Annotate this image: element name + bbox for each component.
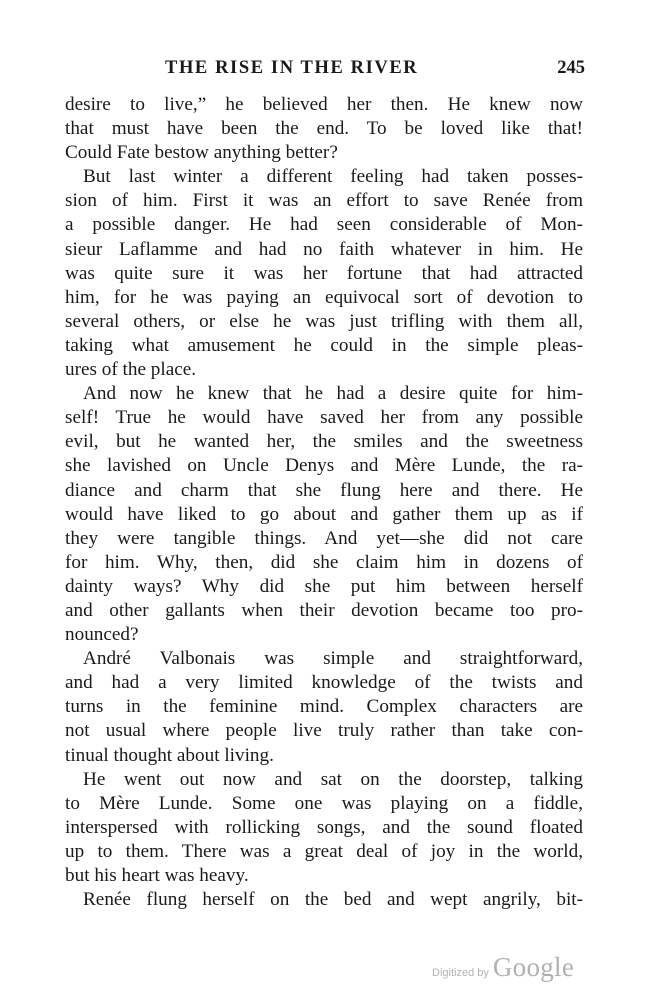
digitized-by-google-watermark (432, 952, 602, 984)
text-line: nounced? (65, 624, 139, 646)
text-line: she lavished on Uncle Denys and Mère Lunde, the ra- (65, 455, 583, 477)
text-line: sion of him. First it was an effort to save Renée from (65, 190, 583, 212)
digitized-by-label: Digitized by (432, 967, 489, 979)
paragraph-6 (65, 888, 583, 912)
body-text (65, 93, 583, 912)
text-line: they were tangible things. And yet—she did not care (65, 527, 583, 549)
text-line: several others, or else he was just trifling with them all, (65, 310, 583, 332)
text-line: up to them. There was a great deal of joy in the world, (65, 840, 583, 862)
text-line: tinual thought about living. (65, 744, 274, 766)
text-line: evil, but he wanted her, the smiles and the sweetness (65, 431, 583, 453)
text-line: But last winter a different feeling had taken posses- (83, 166, 583, 188)
paragraph-2 (65, 165, 583, 382)
text-line: but his heart was heavy. (65, 865, 249, 886)
text-line: ures of the place. (65, 359, 197, 381)
text-line: dainty ways? Why did she put him between herself (65, 575, 583, 597)
text-line: a possible danger. He had seen considerable of Mon- (65, 214, 583, 236)
text-line: self! True he would have saved her from any possible (65, 407, 583, 429)
running-header (65, 58, 585, 88)
text-line: Renée flung herself on the bed and wept angrily, bit- (83, 889, 583, 911)
google-logo: Google (492, 952, 575, 982)
text-line: for him. Why, then, did she claim him in dozens of (65, 551, 583, 573)
text-line: And now he knew that he had a desire quite for him- (83, 383, 583, 405)
text-line: was quite sure it was her fortune that had attracted (65, 262, 583, 284)
text-line: to Mère Lunde. Some one was playing on a fiddle, (65, 792, 583, 814)
text-line: interspersed with rollicking songs, and the sound floated (65, 816, 583, 838)
text-line: would have liked to go about and gather them up as if (65, 503, 583, 525)
text-line: sieur Laflamme and had no faith whatever in him. He (65, 238, 583, 260)
text-line: not usual where people live truly rather than take con- (65, 720, 583, 742)
text-line: He went out now and sat on the doorstep, talking (83, 768, 583, 790)
text-line: desire to live,” he believed her then. He knew now (65, 94, 583, 115)
text-line: him, for he was paying an equivocal sort of devotion to (65, 286, 583, 308)
page-number: 245 (557, 58, 585, 78)
text-line: diance and charm that she flung here and there. He (65, 479, 583, 501)
text-line: and had a very limited knowledge of the twists and (65, 672, 583, 694)
paragraph-5 (65, 768, 583, 888)
text-line: turns in the feminine mind. Complex characters are (65, 696, 583, 718)
text-line: that must have been the end. To be loved like that! (65, 118, 583, 140)
text-line: and other gallants when their devotion became too pro- (65, 599, 583, 621)
text-line: Could Fate bestow anything better? (65, 142, 338, 164)
paragraph-1 (65, 93, 583, 165)
running-title: THE RISE IN THE RIVER (165, 58, 419, 78)
text-line: André Valbonais was simple and straightforward, (83, 648, 583, 670)
paragraph-3 (65, 382, 583, 647)
text-line: taking what amusement he could in the simple pleas- (65, 334, 583, 356)
paragraph-4 (65, 647, 583, 767)
